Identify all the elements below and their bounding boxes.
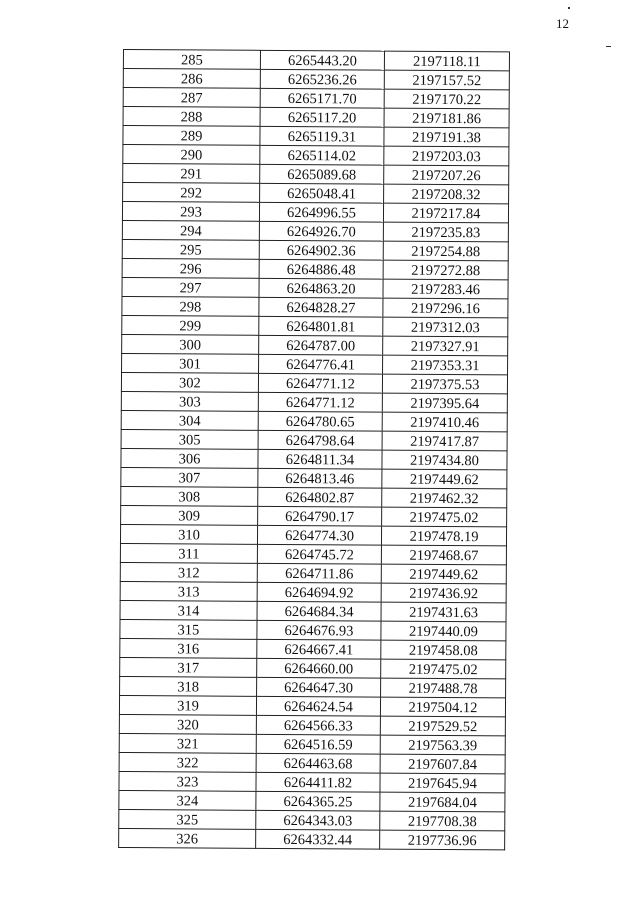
y-coordinate-cell: 2197529.52 [380, 716, 505, 736]
x-coordinate-cell: 6264684.34 [257, 601, 381, 621]
point-number-cell: 295 [122, 239, 259, 259]
y-coordinate-cell: 2197254.88 [383, 241, 508, 261]
y-coordinate-cell: 2197607.84 [380, 754, 505, 774]
x-coordinate-cell: 6264463.68 [256, 753, 380, 773]
y-coordinate-cell: 2197203.03 [384, 146, 509, 166]
point-number-cell: 318 [120, 676, 257, 696]
y-coordinate-cell: 2197736.96 [380, 830, 505, 850]
y-coordinate-cell: 2197296.16 [383, 298, 508, 318]
table-row [121, 467, 507, 488]
x-coordinate-cell: 6264776.41 [259, 354, 383, 374]
x-coordinate-cell: 6264813.46 [258, 468, 382, 488]
x-coordinate-cell: 6264801.81 [259, 316, 383, 336]
x-coordinate-cell: 6265119.31 [260, 126, 384, 146]
x-coordinate-cell: 6265117.20 [260, 107, 384, 127]
table-row [119, 809, 505, 830]
table-row [119, 752, 505, 773]
point-number-cell: 320 [119, 714, 256, 734]
table-row [121, 391, 507, 412]
table-row [120, 676, 506, 697]
y-coordinate-cell: 2197283.46 [383, 279, 508, 299]
table-row [123, 88, 509, 109]
y-coordinate-cell: 2197440.09 [381, 621, 506, 641]
table-row [123, 145, 509, 166]
x-coordinate-cell: 6264343.03 [256, 810, 380, 830]
x-coordinate-cell: 6265171.70 [260, 88, 384, 108]
x-coordinate-cell: 6264902.36 [259, 240, 383, 260]
y-coordinate-cell: 2197170.22 [384, 89, 509, 109]
point-number-cell: 325 [119, 809, 256, 829]
x-coordinate-cell: 6264798.64 [258, 430, 382, 450]
table-row [119, 790, 505, 811]
table-row [121, 448, 507, 469]
point-number-cell: 315 [120, 619, 257, 639]
point-number-cell: 306 [121, 448, 258, 468]
y-coordinate-cell: 2197431.63 [381, 602, 506, 622]
point-number-cell: 288 [123, 107, 260, 127]
y-coordinate-cell: 2197217.84 [383, 203, 508, 223]
y-coordinate-cell: 2197462.32 [382, 488, 507, 508]
table-row [119, 733, 505, 754]
point-number-cell: 323 [119, 771, 256, 791]
x-coordinate-cell: 6264863.20 [259, 278, 383, 298]
x-coordinate-cell: 6264411.82 [256, 772, 380, 792]
table-row [122, 239, 508, 260]
y-coordinate-cell: 2197478.19 [381, 526, 506, 546]
y-coordinate-cell: 2197504.12 [380, 697, 505, 717]
table-row [121, 505, 507, 526]
point-number-cell: 285 [123, 50, 260, 70]
y-coordinate-cell: 2197410.46 [382, 412, 507, 432]
x-coordinate-cell: 6264711.86 [257, 563, 381, 583]
x-coordinate-cell: 6264787.00 [259, 335, 383, 355]
point-number-cell: 293 [122, 202, 259, 222]
point-number-cell: 312 [120, 562, 257, 582]
y-coordinate-cell: 2197468.67 [381, 545, 506, 565]
table-row [120, 619, 506, 640]
x-coordinate-cell: 6265114.02 [260, 145, 384, 165]
point-number-cell: 305 [121, 429, 258, 449]
x-coordinate-cell: 6264647.30 [257, 677, 381, 697]
y-coordinate-cell: 2197645.94 [380, 773, 505, 793]
y-coordinate-cell: 2197181.86 [384, 108, 509, 128]
x-coordinate-cell: 6264802.87 [258, 487, 382, 507]
x-coordinate-cell: 6264886.48 [259, 259, 383, 279]
table-row [122, 202, 508, 223]
scan-speck [568, 7, 570, 9]
point-number-cell: 294 [122, 220, 259, 240]
x-coordinate-cell: 6264332.44 [256, 829, 380, 849]
y-coordinate-cell: 2197434.80 [382, 450, 507, 470]
table-row [122, 353, 508, 374]
table-row [119, 714, 505, 735]
point-number-cell: 298 [122, 296, 259, 316]
point-number-cell: 287 [123, 88, 260, 108]
x-coordinate-cell: 6264365.25 [256, 791, 380, 811]
point-number-cell: 319 [119, 695, 256, 715]
table-row [120, 543, 506, 564]
y-coordinate-cell: 2197375.53 [382, 374, 507, 394]
y-coordinate-cell: 2197191.38 [384, 127, 509, 147]
table-row [121, 486, 507, 507]
table-row [123, 107, 509, 128]
point-number-cell: 290 [123, 145, 260, 165]
y-coordinate-cell: 2197436.92 [381, 583, 506, 603]
table-row [120, 600, 506, 621]
table-row [123, 69, 509, 90]
table-row [123, 50, 509, 71]
point-number-cell: 291 [123, 164, 260, 184]
y-coordinate-cell: 2197395.64 [382, 393, 507, 413]
point-number-cell: 310 [120, 524, 257, 544]
table-row [120, 524, 506, 545]
y-coordinate-cell: 2197207.26 [384, 165, 509, 185]
x-coordinate-cell: 6264790.17 [258, 506, 382, 526]
x-coordinate-cell: 6264774.30 [257, 525, 381, 545]
x-coordinate-cell: 6264745.72 [257, 544, 381, 564]
y-coordinate-cell: 2197563.39 [380, 735, 505, 755]
x-coordinate-cell: 6264667.41 [257, 639, 381, 659]
point-number-cell: 321 [119, 733, 256, 753]
table-row [122, 315, 508, 336]
x-coordinate-cell: 6264516.59 [256, 734, 380, 754]
y-coordinate-cell: 2197449.62 [381, 564, 506, 584]
table-row [120, 638, 506, 659]
scan-speck [606, 46, 611, 47]
x-coordinate-cell: 6265048.41 [260, 183, 384, 203]
point-number-cell: 322 [119, 752, 256, 772]
table-row [122, 258, 508, 279]
x-coordinate-cell: 6264828.27 [259, 297, 383, 317]
table-row [121, 372, 507, 393]
y-coordinate-cell: 2197157.52 [384, 70, 509, 90]
y-coordinate-cell: 2197272.88 [383, 260, 508, 280]
page-number: 12 [556, 16, 569, 31]
table-row [121, 410, 507, 431]
x-coordinate-cell: 6264660.00 [257, 658, 381, 678]
point-number-cell: 303 [121, 391, 258, 411]
x-coordinate-cell: 6264676.93 [257, 620, 381, 640]
y-coordinate-cell: 2197458.08 [381, 640, 506, 660]
y-coordinate-cell: 2197708.38 [380, 811, 505, 831]
table-row [120, 581, 506, 602]
x-coordinate-cell: 6264771.12 [258, 392, 382, 412]
y-coordinate-cell: 2197118.11 [384, 51, 509, 71]
y-coordinate-cell: 2197417.87 [382, 431, 507, 451]
table-row [123, 164, 509, 185]
point-number-cell: 301 [122, 353, 259, 373]
table-row [123, 126, 509, 147]
table-row [122, 220, 508, 241]
point-number-cell: 304 [121, 410, 258, 430]
x-coordinate-cell: 6264996.55 [259, 202, 383, 222]
point-number-cell: 313 [120, 581, 257, 601]
point-number-cell: 300 [122, 334, 259, 354]
point-number-cell: 296 [122, 258, 259, 278]
x-coordinate-cell: 6264771.12 [258, 373, 382, 393]
point-number-cell: 286 [123, 69, 260, 89]
table-row [121, 429, 507, 450]
y-coordinate-cell: 2197235.83 [383, 222, 508, 242]
x-coordinate-cell: 6264624.54 [256, 696, 380, 716]
point-number-cell: 297 [122, 277, 259, 297]
x-coordinate-cell: 6264694.92 [257, 582, 381, 602]
y-coordinate-cell: 2197475.02 [382, 507, 507, 527]
y-coordinate-cell: 2197475.02 [381, 659, 506, 679]
table-row [119, 771, 505, 792]
table-row [122, 277, 508, 298]
y-coordinate-cell: 2197327.91 [383, 336, 508, 356]
coordinates-table [118, 49, 510, 850]
y-coordinate-cell: 2197488.78 [381, 678, 506, 698]
table-row [122, 296, 508, 317]
point-number-cell: 309 [121, 505, 258, 525]
x-coordinate-cell: 6264780.65 [258, 411, 382, 431]
point-number-cell: 324 [119, 790, 256, 810]
point-number-cell: 308 [121, 486, 258, 506]
table-row [119, 695, 505, 716]
table-row [120, 562, 506, 583]
x-coordinate-cell: 6265443.20 [260, 50, 384, 70]
point-number-cell: 299 [122, 315, 259, 335]
y-coordinate-cell: 2197449.62 [382, 469, 507, 489]
y-coordinate-cell: 2197353.31 [383, 355, 508, 375]
point-number-cell: 317 [120, 657, 257, 677]
point-number-cell: 292 [123, 183, 260, 203]
y-coordinate-cell: 2197312.03 [383, 317, 508, 337]
table-row [123, 183, 509, 204]
y-coordinate-cell: 2197684.04 [380, 792, 505, 812]
point-number-cell: 302 [121, 372, 258, 392]
x-coordinate-cell: 6265236.26 [260, 69, 384, 89]
x-coordinate-cell: 6264566.33 [256, 715, 380, 735]
point-number-cell: 289 [123, 126, 260, 146]
table-row [122, 334, 508, 355]
point-number-cell: 316 [120, 638, 257, 658]
point-number-cell: 307 [121, 467, 258, 487]
table-row [120, 657, 506, 678]
x-coordinate-cell: 6264811.34 [258, 449, 382, 469]
x-coordinate-cell: 6265089.68 [260, 164, 384, 184]
point-number-cell: 326 [119, 828, 256, 848]
point-number-cell: 314 [120, 600, 257, 620]
table-row [119, 828, 505, 849]
x-coordinate-cell: 6264926.70 [259, 221, 383, 241]
point-number-cell: 311 [120, 543, 257, 563]
y-coordinate-cell: 2197208.32 [384, 184, 509, 204]
